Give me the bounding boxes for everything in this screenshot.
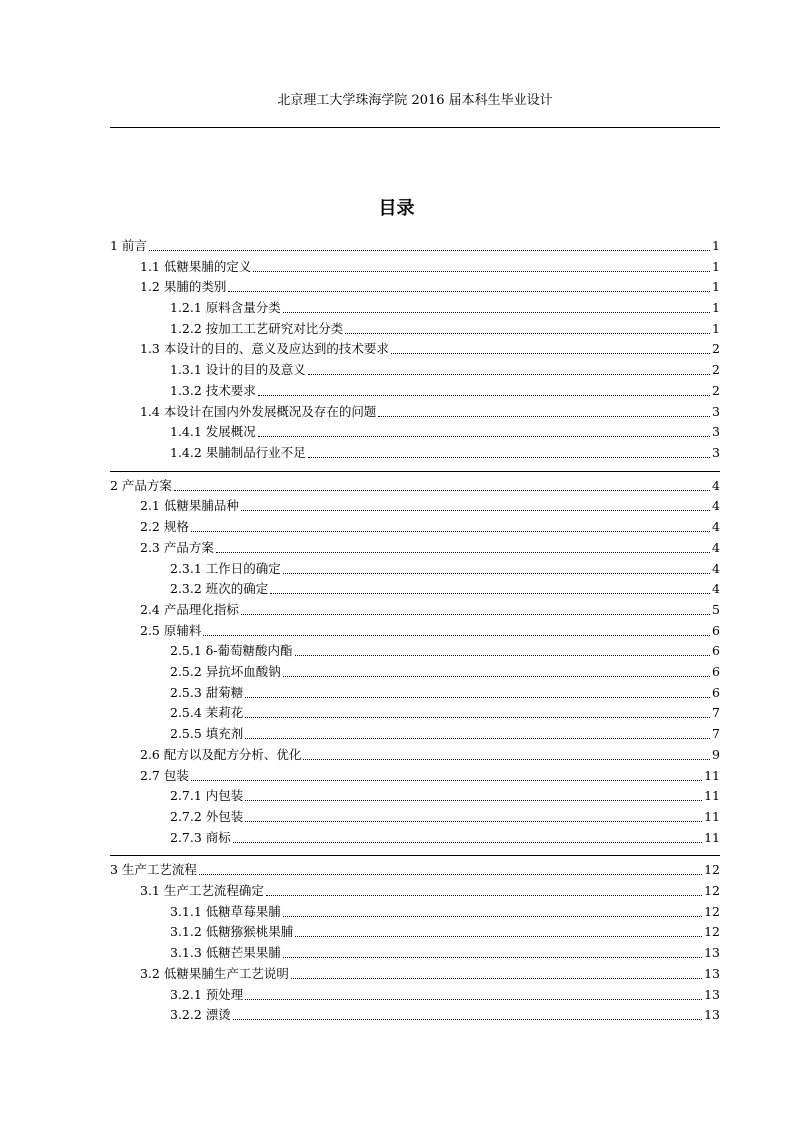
toc-entry-page-number: 6 <box>712 664 720 679</box>
toc-entry-page-number: 11 <box>704 830 720 845</box>
dot-leader <box>258 436 710 437</box>
toc-entry[interactable] <box>140 278 720 295</box>
toc-entry-page-number: 7 <box>712 726 720 741</box>
toc-entry-page-number: 1 <box>712 300 720 315</box>
toc-entry-label: 3.2 低糖果脯生产工艺说明 <box>140 966 289 981</box>
toc-entry[interactable] <box>170 704 720 721</box>
toc-entry-page-number: 2 <box>712 341 720 356</box>
toc-entry[interactable] <box>170 320 720 337</box>
toc-entry[interactable] <box>140 497 720 514</box>
toc-entry[interactable] <box>140 622 720 639</box>
toc-entry-label: 3.2.2 漂烫 <box>170 1007 231 1022</box>
toc-entry-page-number: 4 <box>712 561 720 576</box>
toc-entry-label: 2.3.2 班次的确定 <box>170 581 269 596</box>
toc-entry-label: 1.1 低糖果脯的定义 <box>140 259 252 274</box>
toc-entry-page-number: 4 <box>712 478 720 493</box>
dot-leader <box>391 353 710 354</box>
toc-entry-page-number: 11 <box>704 809 720 824</box>
toc-entry[interactable] <box>140 601 720 618</box>
toc-entry-label: 3.1.3 低糖芒果果脯 <box>170 945 281 960</box>
toc-entry-label: 3.2.1 预处理 <box>170 987 244 1002</box>
toc-entry-page-number: 12 <box>704 883 720 898</box>
dot-leader <box>308 374 710 375</box>
toc-entry-page-number: 2 <box>712 383 720 398</box>
toc-title: 目录 <box>378 198 415 219</box>
dot-leader <box>266 895 702 896</box>
dot-leader <box>291 978 702 979</box>
dot-leader <box>270 593 710 594</box>
page-header: 北京理工大学珠海学院 2016 届本科生毕业设计 <box>277 93 553 108</box>
toc-entry-label: 2.7 包装 <box>140 768 189 783</box>
dot-leader <box>345 333 710 334</box>
toc-entry[interactable] <box>140 518 720 535</box>
toc-entry-label: 2.5.5 填充剂 <box>170 726 244 741</box>
toc-entry[interactable] <box>170 663 720 680</box>
dot-leader <box>245 717 710 718</box>
toc-entry-page-number: 11 <box>704 788 720 803</box>
dot-leader <box>303 759 710 760</box>
dot-leader <box>295 936 702 937</box>
dot-leader <box>228 291 710 292</box>
toc-entry[interactable] <box>170 580 720 597</box>
toc-entry[interactable] <box>170 787 720 804</box>
toc-entry-label: 1.3.2 技术要求 <box>170 383 256 398</box>
toc-entry-label: 1.2.1 原料含量分类 <box>170 300 281 315</box>
toc-entry[interactable] <box>140 882 720 899</box>
toc-entry-label: 2.7.1 内包装 <box>170 788 244 803</box>
toc-entry[interactable] <box>170 560 720 577</box>
dot-leader <box>308 457 710 458</box>
toc-entry-page-number: 4 <box>712 498 720 513</box>
dot-leader <box>191 780 702 781</box>
toc-entry-label: 1.3 本设计的目的、意义及应达到的技术要求 <box>140 341 389 356</box>
toc-entry[interactable] <box>110 861 720 878</box>
toc-entry-page-number: 6 <box>712 685 720 700</box>
dot-leader <box>245 800 702 801</box>
toc-entry[interactable] <box>170 986 720 1003</box>
toc-entry-label: 1 前言 <box>110 238 147 253</box>
section-divider <box>110 855 720 856</box>
toc-entry-label: 3.1.1 低糖草莓果脯 <box>170 904 281 919</box>
toc-entry-page-number: 3 <box>712 424 720 439</box>
toc-entry-label: 2 产品方案 <box>110 478 172 493</box>
dot-leader <box>241 510 710 511</box>
toc-entry[interactable] <box>140 767 720 784</box>
toc-entry-page-number: 13 <box>704 966 720 981</box>
dot-leader <box>378 416 710 417</box>
dot-leader <box>174 490 710 491</box>
dot-leader <box>245 821 702 822</box>
toc-entry-page-number: 13 <box>704 945 720 960</box>
toc-entry[interactable] <box>170 444 720 461</box>
toc-entry-page-number: 5 <box>712 602 720 617</box>
toc-entry[interactable] <box>170 1006 720 1023</box>
toc-entry[interactable] <box>170 944 720 961</box>
toc-entry-page-number: 4 <box>712 519 720 534</box>
toc-entry-page-number: 6 <box>712 643 720 658</box>
toc-entry-page-number: 7 <box>712 705 720 720</box>
toc-entry[interactable] <box>170 361 720 378</box>
toc-entry-label: 2.5.4 茉莉花 <box>170 705 244 720</box>
dot-leader <box>241 614 710 615</box>
toc-entry-page-number: 9 <box>712 747 720 762</box>
dot-leader <box>245 999 702 1000</box>
toc-entry-page-number: 11 <box>704 768 720 783</box>
toc-entry[interactable] <box>140 746 720 763</box>
toc-entry-page-number: 4 <box>712 581 720 596</box>
toc-entry[interactable] <box>170 423 720 440</box>
dot-leader <box>295 655 711 656</box>
toc-entry-label: 2.3 产品方案 <box>140 540 214 555</box>
toc-entry[interactable] <box>140 965 720 982</box>
dot-leader <box>283 916 702 917</box>
toc-entry-page-number: 13 <box>704 1007 720 1022</box>
toc-entry[interactable] <box>110 477 720 494</box>
toc-entry[interactable] <box>170 299 720 316</box>
toc-entry-page-number: 2 <box>712 362 720 377</box>
toc-entry[interactable] <box>170 382 720 399</box>
toc-entry[interactable] <box>170 725 720 742</box>
dot-leader <box>149 250 710 251</box>
dot-leader <box>253 271 710 272</box>
toc-entry-page-number: 13 <box>704 987 720 1002</box>
toc-entry-label: 2.5.1 δ-葡萄糖酸内酯 <box>170 643 293 658</box>
toc-entry-page-number: 3 <box>712 445 720 460</box>
toc-entry-label: 2.4 产品理化指标 <box>140 602 239 617</box>
toc-entry[interactable] <box>110 237 720 254</box>
dot-leader <box>245 738 710 739</box>
dot-leader <box>199 874 702 875</box>
toc-entry-label: 2.7.3 商标 <box>170 830 231 845</box>
toc-entry-label: 1.4 本设计在国内外发展概况及存在的问题 <box>140 404 377 419</box>
toc-entry-label: 1.3.1 设计的目的及意义 <box>170 362 306 377</box>
dot-leader <box>283 676 710 677</box>
dot-leader <box>258 395 710 396</box>
dot-leader <box>216 552 710 553</box>
dot-leader <box>233 842 702 843</box>
dot-leader <box>191 531 710 532</box>
dot-leader <box>203 635 710 636</box>
toc-entry-label: 2.5.3 甜菊糖 <box>170 685 244 700</box>
toc-entry-label: 3 生产工艺流程 <box>110 862 197 877</box>
toc-entry-page-number: 1 <box>712 238 720 253</box>
toc-entry-label: 2.5.2 异抗坏血酸钠 <box>170 664 281 679</box>
toc-entry[interactable] <box>170 684 720 701</box>
toc-entry-label: 3.1.2 低糖猕猴桃果脯 <box>170 924 294 939</box>
toc-entry-page-number: 1 <box>712 279 720 294</box>
toc-entry[interactable] <box>170 808 720 825</box>
toc-entry[interactable] <box>140 258 720 275</box>
toc-entry-page-number: 12 <box>704 862 720 877</box>
toc-entry-label: 1.4.1 发展概况 <box>170 424 256 439</box>
toc-entry-page-number: 12 <box>704 904 720 919</box>
toc-entry-label: 2.5 原辅料 <box>140 623 202 638</box>
toc-entry-label: 2.6 配方以及配方分析、优化 <box>140 747 302 762</box>
toc-entry[interactable] <box>140 539 720 556</box>
toc-entry-page-number: 1 <box>712 321 720 336</box>
toc-entry-label: 1.2.2 按加工工艺研究对比分类 <box>170 321 344 336</box>
toc-entry-label: 2.1 低糖果脯品种 <box>140 498 239 513</box>
toc-entry[interactable] <box>140 340 720 357</box>
dot-leader <box>233 1019 702 1020</box>
toc-entry-page-number: 12 <box>704 924 720 939</box>
dot-leader <box>283 573 710 574</box>
header-rule <box>110 127 720 128</box>
toc-entry-page-number: 4 <box>712 540 720 555</box>
toc-entry-label: 1.4.2 果脯制品行业不足 <box>170 445 306 460</box>
toc-entry[interactable] <box>170 829 720 846</box>
toc-entry-label: 2.7.2 外包装 <box>170 809 244 824</box>
toc-entry[interactable] <box>140 403 720 420</box>
toc-entry-page-number: 6 <box>712 623 720 638</box>
toc-entry[interactable] <box>170 642 720 659</box>
section-divider <box>110 471 720 472</box>
dot-leader <box>245 697 710 698</box>
toc-entry-label: 2.2 规格 <box>140 519 189 534</box>
toc-entry[interactable] <box>170 903 720 920</box>
toc-entry-label: 2.3.1 工作日的确定 <box>170 561 281 576</box>
toc-entry-label: 1.2 果脯的类别 <box>140 279 227 294</box>
toc-entry-page-number: 1 <box>712 259 720 274</box>
toc-entry-page-number: 3 <box>712 404 720 419</box>
toc-entry[interactable] <box>170 923 720 940</box>
dot-leader <box>283 312 710 313</box>
toc-entry-label: 3.1 生产工艺流程确定 <box>140 883 264 898</box>
dot-leader <box>283 957 702 958</box>
